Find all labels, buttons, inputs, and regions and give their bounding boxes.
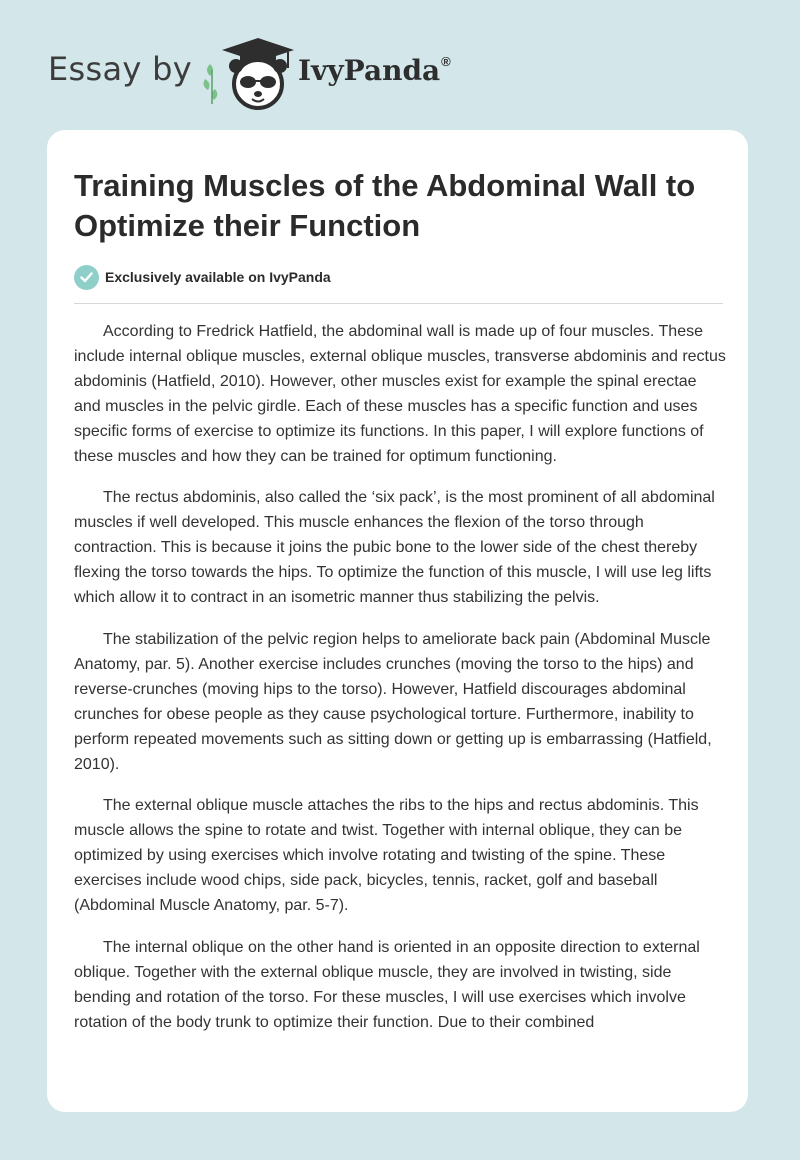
registered-mark: ® <box>441 54 451 69</box>
essay-by-label: Essay by <box>48 50 192 88</box>
paragraph: The stabilization of the pelvic region helps to ameliorate back pain (Abdominal Muscle Anatomy, par. 5). Another exercise includes crunches (moving the torso to the hips) and reverse-crunches (moving hips to the torso). However, Hatfield discourages abdominal crunches for obese people as they cause psychological torture. Furthermore, inability to perform repeated movements such as sitting down or getting up is embarrassing (Hatfield, 2010). <box>74 630 712 773</box>
paragraph: The internal oblique on the other hand is oriented in an opposite direction to external oblique. Together with the external oblique muscle, they are involved in twisting, side bending and rotation of the torso. For these muscles, I will use exercises which involve rotation of the body trunk to optimize their function. Due to their combined <box>74 938 700 1031</box>
essay-body <box>74 320 726 1053</box>
exclusive-badge <box>74 264 331 290</box>
paragraph: The rectus abdominis, also called the ‘six pack’, is the most prominent of all abdominal muscles if well developed. This muscle enhances the flexion of the torso through contraction. This is because it joins the pubic bone to the lower side of the chest thereby flexing the torso towards the hips. To optimize the function of this muscle, I will use leg lifts which allow it to contract in an isometric manner thus stabilizing the pelvis. <box>74 489 715 607</box>
ivypanda-logo-icon[interactable] <box>200 36 296 112</box>
check-circle-icon <box>74 265 99 290</box>
paragraph: According to Fredrick Hatfield, the abdominal wall is made up of four muscles. These include internal oblique muscles, external oblique muscles, transverse abdominis and rectus abdominis (Hatfield, 2010). However, other muscles exist for example the spinal erectae and muscles in the pelvic girdle. Each of these muscles has a specific function and uses specific forms of exercise to optimize its functions. In this paper, I will explore functions of these muscles and how they can be trained for optimum functioning. <box>74 323 726 465</box>
site-header <box>0 0 800 130</box>
brand-name[interactable]: IvyPanda® <box>298 54 451 87</box>
divider <box>74 303 723 304</box>
exclusive-badge-text: Exclusively available on IvyPanda <box>105 269 331 285</box>
essay-card <box>47 130 748 1112</box>
page-title: Training Muscles of the Abdominal Wall to Optimize their Function <box>74 168 696 243</box>
paragraph: The external oblique muscle attaches the ribs to the hips and rectus abdominis. This muscle allows the spine to rotate and twist. Together with internal oblique, they can be optimized by using exercises which involve rotating and twisting of the spine. These exercises include wood chips, side pack, bicycles, tennis, racket, golf and baseball (Abdominal Muscle Anatomy, par. 5-7). <box>74 797 699 915</box>
